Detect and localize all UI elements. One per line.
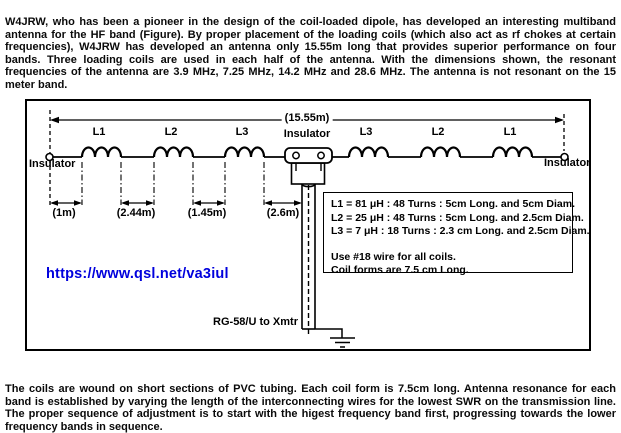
left-insulator-label: Insulator [29,158,76,170]
dimension-label-1-45m: (1.45m) [187,207,227,219]
center-insulator-label: Insulator [283,128,331,140]
right-insulator-label: Insulator [544,157,591,169]
coil-L2-right [421,148,460,158]
spec-line-l1: L1 = 81 μH : 48 Turns : 5cm Long. and 5cm Diam. [331,198,576,210]
qsl-url-link[interactable]: https://www.qsl.net/va3iul [46,266,229,282]
coil-label-l2-right: L2 [431,126,445,138]
coil-specs-box [323,192,590,276]
coil-label-l3-right: L3 [359,126,373,138]
coil-label-l1-right: L1 [503,126,517,138]
coil-L3-right [349,148,388,158]
coil-L1-left [82,148,121,158]
overall-length-label: (15.55m) [282,112,333,124]
section-boundary-lines [82,162,264,205]
feedline-label: RG-58/U to Xmtr [213,316,298,328]
ground-symbol [315,329,355,347]
coil-L2-left [154,148,193,158]
spec-line-l3: L3 = 7 μH : 18 Turns : 2.3 cm Long. and 2.5cm Diam. [331,225,590,237]
spec-note-wire: Use #18 wire for all coils. [331,250,456,263]
coil-label-l3-left: L3 [235,126,249,138]
dimension-label-2-44m: (2.44m) [116,207,156,219]
coil-L3-left [225,148,264,158]
spec-line-l2: L2 = 25 μH : 48 Turns : 5cm Long. and 2.5cm Diam. [331,211,584,224]
coil-L1-right [493,148,532,158]
coil-label-l2-left: L2 [164,126,178,138]
dimension-label-1m: (1m) [52,207,76,219]
intro-paragraph: W4JRW, who has been a pioneer in the design of the coil-loaded dipole, has developed an interesting multiband antenna for the HF band (Figure). By proper placement of the loading coils (which also act as rf chokes at certain frequencies), W4JRW has developed an antenna only 15.55m long that provides superior performance on four bands. Three loading coils are used in each half of the antenna. With the dimensions shown, the resonant frequencies of the antenna are 3.9 MHz, 7.25 MHz, 14.2 MHz and 28.6 MHz. The antenna is not resonant on the 15 meter band. [5,16,616,91]
footer-paragraph: The coils are wound on short sections of PVC tubing. Each coil form is 7.5cm long. Antenna resonance for each band is established by varying the length of the interconnecting wires for the lowest SWR on the transmission line. The proper sequence of adjustment is to start with the higest frequency band first, progressing towards the lower frequency bands in sequence. [5,383,616,433]
spec-note-forms: Coil forms are 7.5 cm Long. [331,264,469,276]
coax-feedline [302,184,315,336]
coil-label-l1-left: L1 [92,126,106,138]
center-insulator [285,148,332,184]
dimension-label-2-6m: (2.6m) [266,207,300,219]
